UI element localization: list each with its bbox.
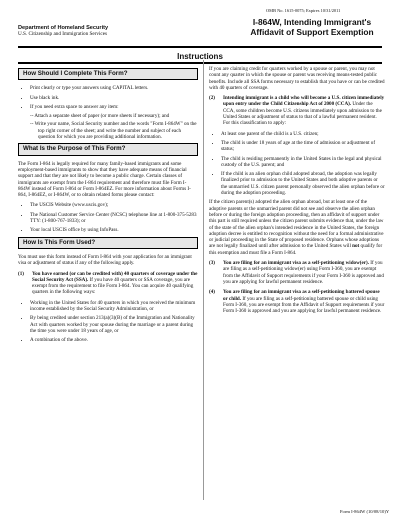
section-heading-purpose: What Is the Purpose of This Form? [18,143,198,155]
sub-item: -- Attach a separate sheet of paper (or more sheets if necessary); and [30,113,170,120]
list-item: • The USCIS Website (www.uscis.gov); [30,202,198,208]
item-heading: You have earned (or can be credited with) 40 quarters of coverage under the Social Security Act (SSA). [32,270,198,283]
orphan-text-b: qualify for this exemption and must file a Form I-864. [209,243,383,256]
section-heading-usage: How Is This Form Used? [18,237,198,249]
list-item: • The child is residing permanently in the United States in the legal and physical custody of the U.S. parent; and [221,156,385,169]
instructions-rule [18,62,382,64]
list-item: • Print clearly or type your answers using CAPITAL letters. [30,85,198,91]
item-text: If you have 40 quarters or SSA coverage, you are exempt from the requirement to file Form I-864. You can acquire 40 qualifying quarters in the following ways: [32,276,194,296]
item-number: (3) [209,260,215,267]
orphan-text-not: not [352,243,360,250]
usage-paragraph: You must use this form instead of Form I-864 with your application for an immigrant visa or adjustment of status if any of the following apply. [18,253,192,267]
sub-item: -- Write your name, Social Security number and the words "Form I-864W" on the top right corner of the sheet; and write the number and subject of each question for which you are providing additional information. [30,121,197,141]
extra-space-sublist [30,113,198,140]
list-item: • The National Customer Service Center (NCSC) telephone line at 1-800-375-5283 TTY: (1-800-767-1833); or [30,212,198,225]
agency-subname: U.S. Citizenship and Immigration Services [18,31,108,37]
right-column [209,66,385,318]
instructions-heading: Instructions [177,52,223,61]
agency-name: Department of Homeland Security [18,25,109,31]
item-text: If you are filing as a self-petitioning widow(er) using Form I-360, you are exempt from the Affidavit of Support requirements if your Form I-360 is approved and you are applying for lawful permanent residence. [223,260,384,285]
list-item: • Your local USCIS office by using InfoPass. [30,227,198,233]
list-item: • If the child is an alien orphan child adopted abroad, the adoption was legally finalized prior to admission to the United States and both adoptive parents or the unmarried U.S. citizen parent personally observed the alien orphan before or during the adoption proceeding. [221,171,385,196]
agency-block [18,25,108,37]
numbered-item-4 [209,289,385,314]
orphan-text-a: If the citizen parent(s) adopted the alien orphan abroad, but at least one of the adoptive parents or the unmarried parent did not see and observe the alien orphan before or during the foreign adoption proceeding, then an affidavit of support under this part is still required unless the citizen parent submits evidence that, under the law of the state of the alien orphan's intended residence in the United States, the foreign adoption decree is entitled to recognition without the need for a formal administrative or judicial proceeding in the State of proposed residence. Orphans whose adoptions are not legally finalized until after admission to the United States will [209,199,384,250]
list-item: • By being credited under section 213(a)(3)(B) of the Immigration and Nationality Act with quarters worked by your spouse during the marriage or a parent during the time you were under 18 years of age, or [30,315,198,334]
list-item: • Working in the United States for 40 quarters in which you received the minimum income established by the Social Security Administration, or [30,300,198,313]
numbered-item-1 [18,271,198,296]
purpose-paragraph: The Form I-864 is legally required for many family-based immigrants and some employment-based immigrants to show that they have adequate means of financial support and that they are not likely to become a public charge. Certain classes of immigrants are exempt from the I-864 requirement and therefore must file Form I-864W instead of Form I-864 or Form I-864EZ. For more information about Forms I-864, I-864EZ, or I-864W, or to obtain related forms please contact: [18,160,191,199]
form-footer: Form I-864W (10/08/10)Y [340,509,390,514]
orphan-paragraph [209,199,385,256]
credit-paragraph: If you are claiming credit for quarters worked by a spouse or parent, you may not count any quarter in which the spouse or parent was receiving means-tested public benefits. Include all SSA forms necessary to establish that you have or can be credited with 40 quarters of coverage. [209,66,385,91]
column-divider [203,60,204,500]
header-rule [18,46,382,48]
left-column [18,68,198,347]
item-heading: You are filing for an immigrant visa as a self-petitioning widow(er). [223,260,369,267]
numbered-item-3 [209,260,385,285]
form-title-line1: I-864W, Intending Immigrant's [252,17,372,27]
item-text: Under the CCA, some children become U.S. citizens immediately upon admission to the United States or adjustment of status to that of a lawful permanent resident. For this classification to apply: [223,101,382,127]
contact-list [18,202,198,233]
section-heading-complete: How Should I Complete This Form? [18,68,198,80]
list-item: • If you need extra space to answer any item: [30,104,198,110]
cca-list [209,131,385,197]
complete-list [18,85,198,110]
item-heading: You are filing for an immigrant visa as a self-petitioning battered spouse or child. [223,289,380,302]
form-title-line2: Affidavit of Support Exemption [250,27,374,37]
item-number: (1) [18,270,24,277]
form-title [232,17,392,37]
item-number: (4) [209,289,215,296]
list-item: • At least one parent of the child is a U.S. citizen; [221,131,385,137]
item-number: (2) [209,95,215,102]
numbered-item-2 [209,95,385,126]
list-item: • The child is under 18 years of age at the time of admission or adjustment of status; [221,140,385,153]
quarters-list [18,300,198,344]
omb-number: OMB No. 1615-0075; Expires 10/31/2011 [266,8,341,13]
item-text: If you are filing as a self-petitioning battered spouse or child using Form I-360, you are exempt from the Affidavit of Support requirements if your Form I-360 is approved and you are applying for lawful permanent residence. [223,295,385,315]
list-item: • A combination of the above. [30,337,198,343]
list-item: • Use black ink. [30,95,198,101]
item-heading: Intending immigrant is a child who will become a U.S. citizen immediately upon entry under the Child Citizenship Act of 2000 (CCA). [223,95,385,108]
